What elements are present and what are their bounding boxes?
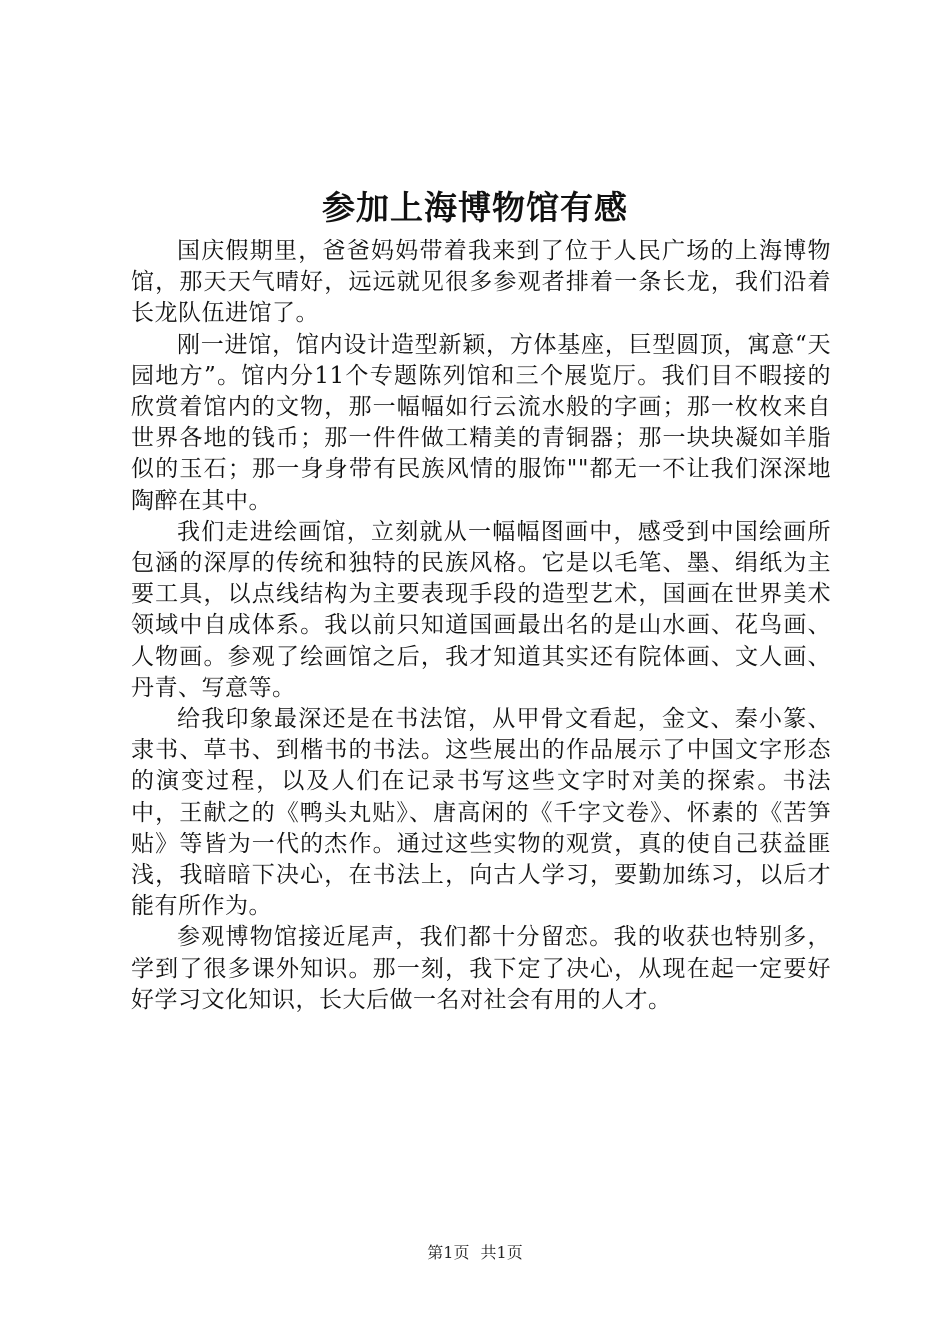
page-footer [0,1242,950,1264]
paragraph: 我们走进绘画馆，立刻就从一幅幅图画中，感受到中国绘画所包涵的深厚的传统和独特的民族风格。它是以毛笔、墨、绢纸为主要工具，以点线结构为主要表现手段的造型艺术，国画在世界美术领域中自成体系。我以前只知道国画最出名的是山水画、花鸟画、人物画。参观了绘画馆之后，我才知道其实还有院体画、文人画、丹青、写意等。 [131,518,831,701]
paragraph: 参观博物馆接近尾声，我们都十分留恋。我的收获也特别多，学到了很多课外知识。那一刻，我下定了决心，从现在起一定要好好学习文化知识，长大后做一名对社会有用的人才。 [131,924,831,1013]
document-title: 参加上海博物馆有感 [322,188,628,227]
page-number: 第1页 [427,1243,470,1262]
paragraph: 刚一进馆，馆内设计造型新颖，方体基座，巨型圆顶，寓意“天园地方”。馆内分11个专题陈列馆和三个展览厅。我们目不暇接的欣赏着馆内的文物，那一幅幅如行云流水般的字画；那一枚枚来自世界各地的钱币；那一件件做工精美的青铜器；那一块块凝如羊脂似的玉石；那一身身带有民族风情的服饰""都无一不让我们深深地陶醉在其中。 [131,331,831,514]
paragraph: 给我印象最深还是在书法馆，从甲骨文看起，金文、秦小篆、隶书、草书、到楷书的书法。这些展出的作品展示了中国文字形态的演变过程，以及人们在记录书写这些文字时对美的探索。书法中，王献之的《鸭头丸贴》、唐高闲的《千字文卷》、怀素的《苦笋贴》等皆为一代的杰作。通过这些实物的观赏，真的使自己获益匪浅，我暗暗下决心，在书法上，向古人学习，要勤加练习，以后才能有所作为。 [131,706,831,920]
paragraph: 国庆假期里，爸爸妈妈带着我来到了位于人民广场的上海博物馆，那天天气晴好，远远就见很多参观者排着一条长龙，我们沿着长龙队伍进馆了。 [131,238,831,327]
page-total: 共1页 [480,1243,523,1262]
document-body [131,236,831,1016]
